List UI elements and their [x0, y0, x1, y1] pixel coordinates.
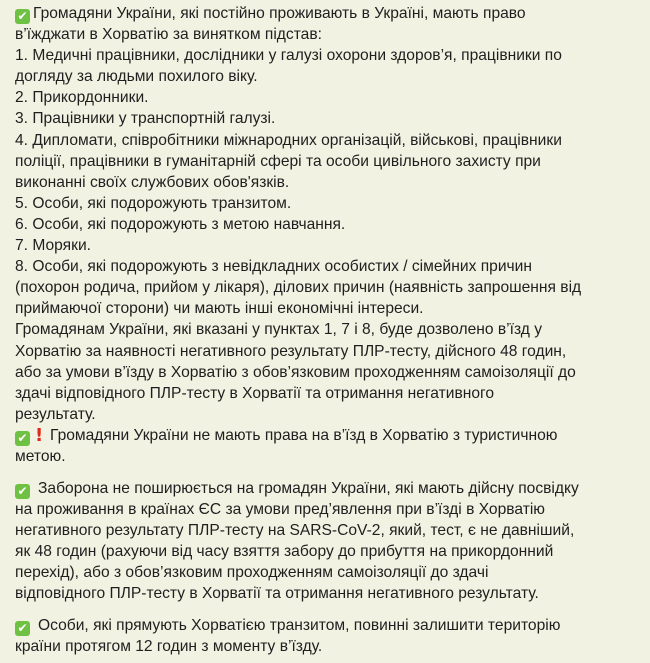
list-line: 4. Дипломати, співробітники міжнародних організацій, військові, працівники	[15, 131, 562, 149]
transit-line-1	[15, 615, 642, 636]
check-mark-icon: ✔	[15, 431, 30, 446]
transit-text-1: Особи, які прямують Хорватією транзитом, повинні залишити територію	[38, 616, 561, 634]
exemption-line: перехід), або з обов’язковим проходженням самоізоляції до здачі	[15, 563, 489, 581]
intro-text-1: Громадяни України, які постійно проживають в Україні, мають право	[33, 5, 526, 22]
list-line: виконанні своїх службових обов'язків.	[15, 173, 290, 191]
exclamation-icon: !	[35, 424, 44, 446]
check-mark-icon: ✔	[15, 484, 30, 499]
list-line: 3. Працівники у транспортній галузі.	[15, 110, 276, 128]
check-mark-icon: ✔	[15, 621, 30, 636]
list-line: 1. Медичні працівники, дослідники у галузі охорони здоров’я, працівники по	[15, 47, 562, 65]
tourism-line-1	[15, 425, 642, 446]
tourism-text-1: Громадяни України не мають права на в’їзд в Хорватію з туристичною	[50, 426, 558, 444]
condition-line: або за умови в’їзду в Хорватію з обов’язковим проходженням самоізоляції до	[15, 363, 576, 381]
tourism-line-2: метою.	[15, 447, 66, 465]
list-line: 8. Особи, які подорожують з невідкладних особистих / сімейних причин	[15, 258, 532, 276]
exemption-line: відповідного ПЛР-тесту в Хорватії та отримання негативного результату.	[15, 585, 539, 603]
check-mark-icon: ✔	[15, 9, 30, 24]
condition-line: Громадянам України, які вказані у пунктах 1, 7 і 8, буде дозволено в’їзд у	[15, 321, 543, 339]
list-line: 2. Прикордонники.	[15, 89, 149, 107]
exemption-text-1: Заборона не поширюється на громадян України, які мають дійсну посвідку	[38, 479, 579, 497]
list-line: поліції, працівники в гуманітарній сфері та особи цивільного захисту при	[15, 152, 541, 170]
paragraph-gap	[15, 604, 642, 615]
condition-line: Хорватію за наявності негативного результату ПЛР-тесту, дійсного 48 годин,	[15, 342, 567, 360]
paragraph-gap	[15, 467, 642, 478]
list-line: приймаючої сторони) чи мають інші економічні інтереси.	[15, 300, 424, 318]
transit-line-2: країни протягом 12 годин з моменту в’їзду.	[15, 637, 323, 655]
exemption-line: негативного результату ПЛР-тесту на SARS-CoV-2, який, тест, є не давніший,	[15, 521, 575, 539]
list-line: 7. Моряки.	[15, 237, 91, 255]
condition-line: результату.	[15, 405, 96, 423]
intro-line-1	[15, 3, 642, 24]
condition-line: здачі відповідного ПЛР-тесту в Хорватії та отримання негативного	[15, 384, 495, 402]
list-line: 5. Особи, які подорожують транзитом.	[15, 194, 292, 212]
list-line: (похорон родича, прийом у лікаря), ділових причин (наявність запрошення від	[15, 279, 582, 297]
list-line: 6. Особи, які подорожують з метою навчання.	[15, 215, 346, 233]
list-line: догляду за людьми похилого віку.	[15, 68, 258, 86]
exemption-line: на проживання в країнах ЄС за умови пред’явлення при в’їзді в Хорватію	[15, 500, 546, 518]
exemption-line-1	[15, 478, 642, 499]
exemption-line: як 48 годин (рахуючи від часу взяття забору до прибуття на прикордонний	[15, 542, 554, 560]
intro-line-2: в’їжджати в Хорватію за винятком підстав:	[15, 26, 322, 44]
